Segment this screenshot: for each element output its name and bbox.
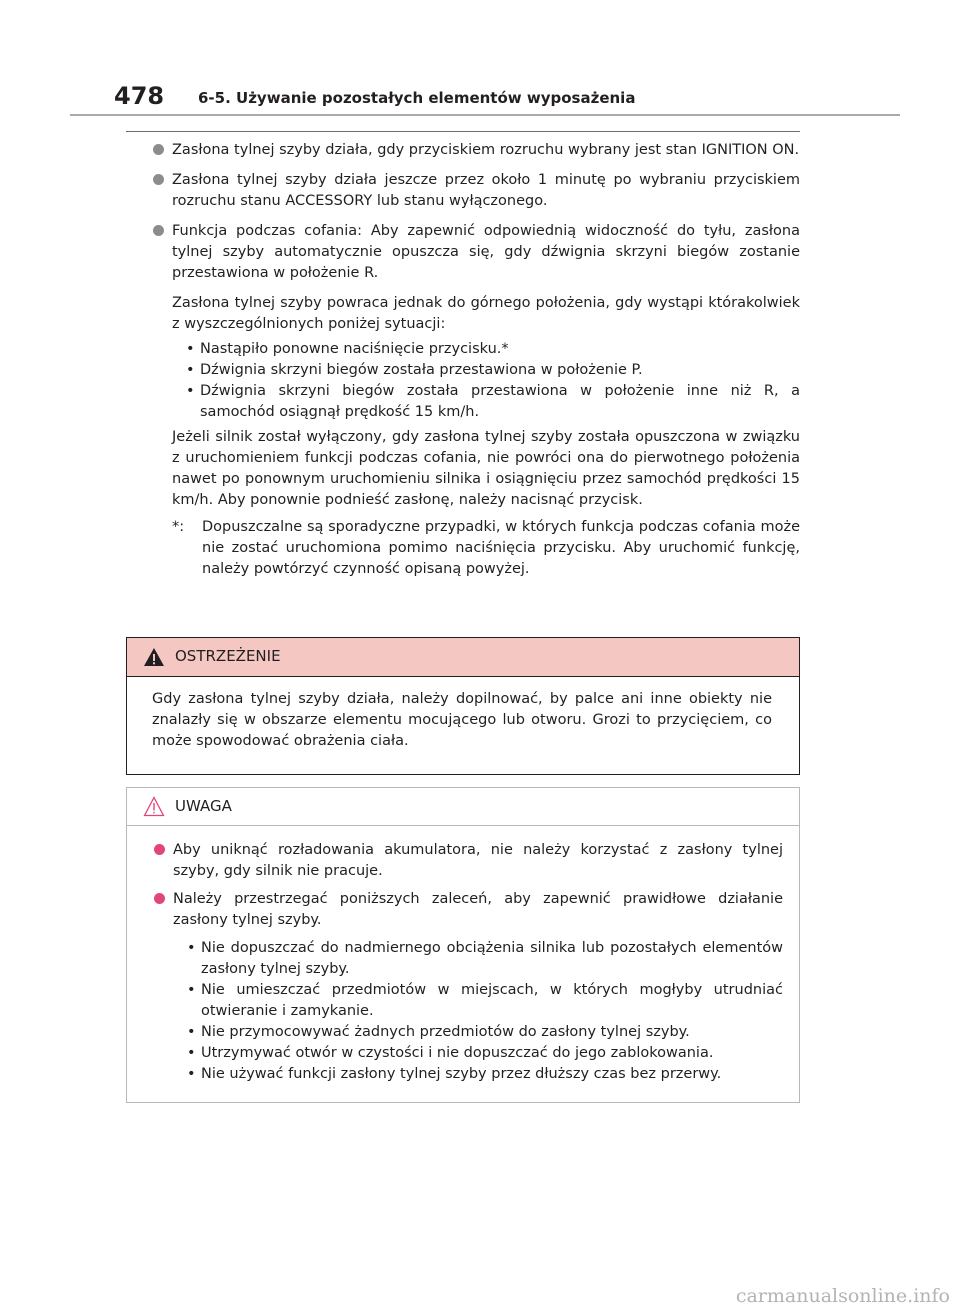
header-rule [70, 114, 900, 116]
caution-bullet: Aby uniknąć rozładowania akumulatora, nie należy korzystać z zasłony tylnej szyby, gdy silnik nie pracuje. [127, 840, 783, 882]
warning-title: OSTRZEŻENIE [175, 647, 281, 665]
caution-title: UWAGA [175, 797, 232, 815]
round-bullet-icon [154, 844, 165, 855]
list-item: • Nie umieszczać przedmiotów w miejscach, w których mogłyby utrudniać otwieranie i zamykanie. [187, 982, 783, 1019]
round-bullet-icon [153, 174, 164, 185]
bullet-paragraph: Zasłona tylnej szyby działa, gdy przyciskiem rozruchu wybrany jest stan IGNITION ON. [126, 140, 800, 161]
round-bullet-icon [153, 225, 164, 236]
page-number: 478 [114, 82, 165, 110]
round-bullet-icon [153, 144, 164, 155]
engine-off-paragraph: Jeżeli silnik został wyłączony, gdy zasłona tylnej szyby została opuszczona w związku z uruchomieniem funkcji podczas cofania, nie powróci ona do pierwotnego położenia nawet po ponownym uruchomieniu silnika i osiągnięciu przez samochód prędkości 15 km/h. Aby ponownie podnieść zasłonę, należy nacisnąć przycisk. [172, 429, 800, 508]
list-item: • Dźwignia skrzyni biegów została przestawiona w położenie P. [186, 362, 643, 378]
list-item: • Utrzymywać otwór w czystości i nie dopuszczać do jego zablokowania. [187, 1045, 714, 1061]
reverse-function-paragraph: Zasłona tylnej szyby powraca jednak do górnego położenia, gdy wystąpi którakolwiek z wyszczególnionych poniżej sytuacji: [172, 295, 800, 332]
list-item: • Nie dopuszczać do nadmiernego obciążenia silnika lub pozostałych elementów zasłony tylnej szyby. [187, 940, 783, 977]
warning-text: Gdy zasłona tylnej szyby działa, należy dopilnować, by palce ani inne obiekty nie znalazły się w obszarze elementu mocującego lub otworu. Grozi to przycięciem, co może spowodować obrażenia ciała. [152, 691, 772, 749]
footnote: *: Dopuszczalne są sporadyczne przypadki, w których funkcja podczas cofania może nie zostać uruchomiona pomimo naciśnięcia przycisku. Aby uruchomić funkcję, należy powtórzyć czynność opisaną powyżej. [172, 519, 800, 577]
bullet-paragraph: Funkcja podczas cofania: Aby zapewnić odpowiednią widoczność do tyłu, zasłona tylnej szyby automatycznie opuszcza się, gdy dźwignia skrzyni biegów zostanie przestawiona w położenie R. [126, 221, 800, 284]
list-item: • Nie przymocowywać żadnych przedmiotów do zasłony tylnej szyby. [187, 1024, 690, 1040]
main-content [126, 140, 800, 580]
list-item: • Dźwignia skrzyni biegów została przestawiona w położenie inne niż R, a samochód osiągnął prędkość 15 km/h. [186, 383, 800, 420]
site-watermark: carmanualsonline.info [735, 1285, 950, 1307]
caution-triangle-icon [143, 796, 165, 817]
warning-header [127, 638, 799, 677]
section-title: 6-5. Używanie pozostałych elementów wyposażenia [198, 89, 636, 107]
caution-list [127, 938, 783, 1085]
content-top-rule [126, 131, 800, 132]
condition-list [126, 339, 800, 423]
caution-bullet: Należy przestrzegać poniższych zaleceń, aby zapewnić prawidłowe działanie zasłony tylnej szyby. [127, 889, 783, 931]
caution-content [127, 840, 783, 1089]
list-item: • Nastąpiło ponowne naciśnięcie przycisku.* [186, 341, 509, 357]
warning-box [126, 637, 800, 775]
caution-header [127, 788, 799, 826]
page-header [0, 0, 960, 118]
list-item: • Nie używać funkcji zasłony tylnej szyby przez dłuższy czas bez przerwy. [187, 1066, 722, 1082]
bullet-paragraph: Zasłona tylnej szyby działa jeszcze przez około 1 minutę po wybraniu przyciskiem rozruchu stanu ACCESSORY lub stanu wyłączonego. [126, 170, 800, 212]
caution-box [126, 787, 800, 1103]
footnote-mark: *: [172, 519, 185, 535]
warning-triangle-icon [143, 647, 165, 667]
round-bullet-icon [154, 893, 165, 904]
